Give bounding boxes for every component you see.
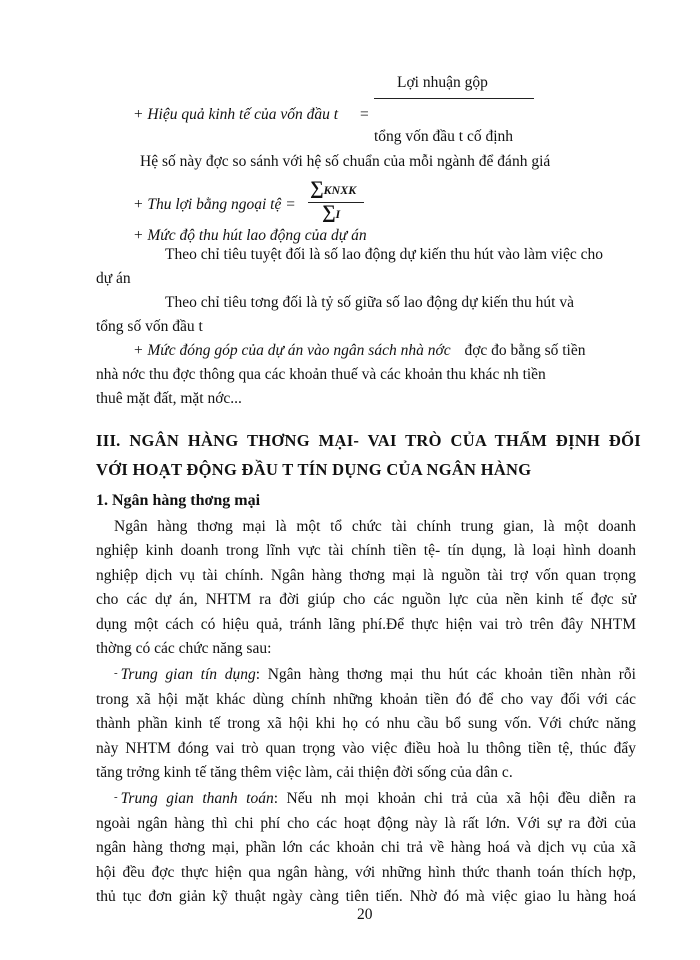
bullet1-line: này NHTM đóng vai trò quan trọng vào việc điều hoà lu thông tiền tệ, thúc đẩy bbox=[96, 739, 636, 757]
bullet1-first-line bbox=[96, 661, 636, 687]
bullet1-line: thành phần kinh tế trong xã hội khi họ có nhu cầu bổ sung vốn. Với chức năng bbox=[96, 715, 636, 733]
bullet-mark: - bbox=[114, 791, 118, 804]
budget-italic: + Mức đóng góp của dự án vào ngân sách nhà nớc bbox=[133, 342, 451, 359]
bullet2-term: Trung gian thanh toán bbox=[120, 790, 274, 808]
bullet2-line: ngân hàng thơng mại, phần lớn các khoản chi trả về hàng hoá và dịch vụ của xã bbox=[96, 839, 636, 857]
body-paragraph bbox=[96, 515, 636, 910]
section-heading-line2: VỚI HOẠT ĐỘNG ĐẦU T TÍN DỤNG CỦA NGÂN HÀNG bbox=[96, 460, 532, 479]
sum-symbol: ∑ bbox=[310, 178, 324, 199]
formula1-equals: = bbox=[360, 106, 369, 123]
section-heading bbox=[96, 426, 641, 484]
body-line: Ngân hàng thơng mại là một tổ chức tài chính trung gian, là một doanh bbox=[114, 518, 636, 535]
formula1-label: + Hiệu quả kinh tế của vốn đầu t bbox=[133, 106, 339, 123]
body-line: nghiệp dịch vụ tài chính. Ngân hàng thơng mại là nguồn tài trợ vốn quan trọng bbox=[96, 566, 636, 584]
budget-contribution-line1 bbox=[133, 342, 585, 360]
bullet2-first-line bbox=[96, 785, 636, 811]
body-line: thờng có các chức năng sau: bbox=[96, 640, 272, 658]
budget-rest: đợc đo bằng số tiền bbox=[464, 342, 586, 359]
relative-criteria-line1: Theo chỉ tiêu tơng đối là tỷ số giữa số lao động dự kiến thu hút và bbox=[165, 294, 574, 311]
body-line: nghiệp kinh doanh trong lĩnh vực tài chính tiền tệ- tín dụng, là loại hình doanh bbox=[96, 542, 636, 560]
formula1-fraction-bar bbox=[374, 98, 534, 99]
formula2-label: + Thu lợi bằng ngoại tệ = bbox=[133, 196, 296, 213]
formula2-numerator-var: KNXK bbox=[323, 183, 357, 197]
page-number: 20 bbox=[357, 906, 373, 923]
bullet1-term: Trung gian tín dụng bbox=[120, 666, 256, 684]
formula2-numerator bbox=[310, 178, 356, 200]
bullet-mark: - bbox=[114, 667, 118, 680]
bullet2-line: hội đều đợc thực hiện qua ngân hàng, với những hình thức thanh toán thích hợp, bbox=[96, 863, 636, 881]
formula2-denominator-var: I bbox=[335, 207, 341, 221]
bullet2-line: ngoài ngân hàng thì chi phí cho các hoạt động này là rất lớn. Với sự ra đời của bbox=[96, 814, 636, 832]
relative-criteria-line2: tổng số vốn đầu t bbox=[96, 318, 203, 335]
absolute-criteria-line2: dự án bbox=[96, 270, 131, 287]
budget-contribution-line2: nhà nớc thu đợc thông qua các khoản thuế và các khoản thu khác nh tiền bbox=[96, 366, 546, 383]
bullet2-line: thủ tục đơn giản kỹ thuật ngày càng tiên tiến. Nhờ đó mà việc giao lu hàng hoá bbox=[96, 888, 636, 906]
bullet1-line: tăng trởng kinh tế tăng thêm việc làm, cải thiện đời sống của dân c. bbox=[96, 764, 513, 782]
bullet2-text: : Nếu nh mọi khoản chi trả của xã hội đều diễn ra bbox=[273, 790, 636, 808]
absolute-criteria-line1: Theo chỉ tiêu tuyệt đối là số lao động dự kiến thu hút vào làm việc cho bbox=[165, 246, 603, 263]
subheading: 1. Ngân hàng thơng mại bbox=[96, 492, 261, 509]
body-line: cho các dự án, NHTM ra đời giúp cho các nguồn lực của nền kinh tế đợc sử bbox=[96, 591, 636, 609]
body-line: dụng một cách có hiệu quả, tránh lãng phí.Để thực hiện vai trò trên đây NHTM bbox=[96, 615, 636, 633]
section-heading-line1: III. NGÂN HÀNG THƠNG MẠI- VAI TRÒ CỦA THẨM ĐỊNH ĐỐI bbox=[96, 431, 641, 450]
budget-contribution-line3: thuê mặt đất, mặt nớc... bbox=[96, 390, 242, 407]
bullet1-line: trong xã hội mặt khác dùng chính những khoản tiền đó để cho vay đối với các bbox=[96, 690, 636, 708]
coefficient-note: Hệ số này đợc so sánh với hệ số chuẩn của mỗi ngành để đánh giá bbox=[140, 153, 551, 170]
formula1-denominator: tổng vốn đầu t cố định bbox=[374, 128, 514, 145]
formula1-numerator: Lợi nhuận gộp bbox=[397, 74, 488, 91]
formula2-denominator bbox=[322, 202, 340, 224]
bullet1-text: : Ngân hàng thơng mại thu hút các khoản tiền nhàn rỗi bbox=[255, 666, 636, 684]
labor-attraction-item: + Mức độ thu hút lao động của dự án bbox=[133, 227, 367, 244]
sum-symbol: ∑ bbox=[322, 202, 336, 223]
